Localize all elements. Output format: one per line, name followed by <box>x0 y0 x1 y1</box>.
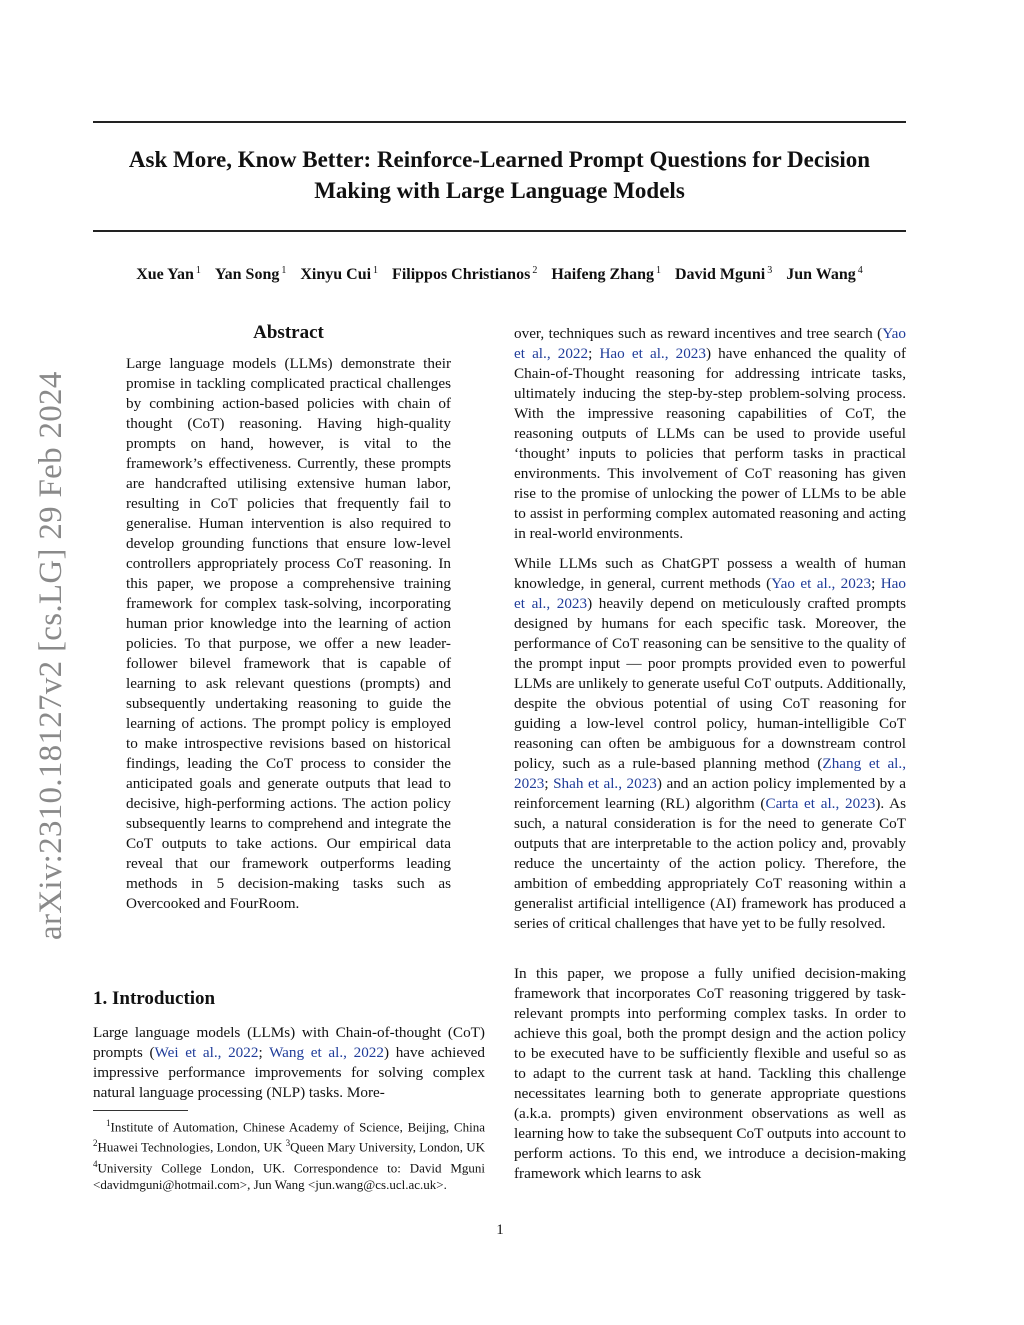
arxiv-identifier: arXiv:2310.18127v2 [cs.LG] 29 Feb 2024 <box>33 371 69 940</box>
citation-link[interactable]: Yao et al., 2022 <box>514 325 906 362</box>
author: David Mguni $^3$ <box>675 265 773 284</box>
page-number: 1 <box>496 1222 504 1238</box>
author: Jun Wang $^4$ <box>786 265 863 284</box>
paper-title: Ask More, Know Better: Reinforce-Learned Prompt Questions for Decision Making with Large Language Models <box>128 147 871 203</box>
author: Yan Song $^1$ <box>214 265 287 284</box>
abstract-text: Large language models (LLMs) demonstrate their promise in tackling complicated practical challenges by combining action-based policies with chain of thought (CoT) reasoning. Having high-quality prompts on hand, however, is vital to the framework’s effectiveness. Currently, these prompts are handcrafted utilising extensive human labor, resulting in CoT policies that frequently fail to generalise. Human intervention is also required to develop grounding functions that ensure low-level controllers appropriately process CoT reasoning. In this paper, we propose a comprehensive training framework for complex task-solving, incorporating human prior knowledge into the learning of action policies. To that purpose, we offer a new leader-follower bilevel framework that is capable of learning to ask relevant questions (prompts) and subsequently undertaking reasoning to guide the learning of actions. The prompt policy is employed to make introspective revisions based on historical findings, leading the CoT process to consider the anticipated goals and generate outputs that lead to decisive, high-performing actions. The action policy subsequently learns to comprehend and integrate the CoT outputs to take actions. Our empirical data reveal that our framework outperforms leading methods in 5 decision-making tasks such as Overcooked and FourRoom. <box>126 355 451 912</box>
affiliations-footnote: $^1$Institute of Automation, Chinese Academy of Science, Beijing, China $^2$Huawei Technologies, London, UK $^3$Queen Mary University, London, UK $^4$University College London, UK. Correspondence to: David Mguni <davidmguni@hotmail.com>, Jun Wang <jun.wang@cs.ucl.ac.uk>. <box>93 1118 485 1192</box>
right-column-paragraph-2: While LLMs such as ChatGPT possess a wealth of human knowledge, in general, current methods (Yao et al., 2023; Hao et al., 2023) heavily depend on meticulously crafted prompts designed by humans for each specific task. Moreover, the performance of CoT reasoning can be sensitive to the quality of the prompt input — poor prompts provided even to powerful LLMs are unlikely to generate useful CoT outputs. Additionally, despite the obvious potential of using CoT reasoning for guiding a low-level control policy, human-intelligible CoT reasoning can often be ambiguous for a downstream control policy, such as a rule-based planning method (Zhang et al., 2023; Shah et al., 2023) and an action policy implemented by a reinforcement learning (RL) algorithm (Carta et al., 2023). As such, a natural consideration is for the need to generate CoT outputs that are interpretable to the action policy and, provably reduce the uncertainty of the action policy. Therefore, the ambition of embedding appropriately CoT reasoning within a generalist artificial intelligence (AI) framework has produced a series of critical challenges that have yet to be fully resolved. <box>514 555 907 932</box>
introduction-heading: 1. Introduction <box>93 988 216 1009</box>
citation-link[interactable]: Hao et al., 2023 <box>514 575 906 612</box>
citation-link[interactable]: Yao et al., 2023 <box>771 575 872 592</box>
author: Haifeng Zhang $^1$ <box>551 265 661 284</box>
intro-paragraph: Large language models (LLMs) with Chain-of-thought (CoT) prompts (Wei et al., 2022; Wang et al., 2022) have achieved impressive performance improvements for solving complex natural language processing (NLP) tasks. More- <box>93 1024 485 1101</box>
citation-link[interactable]: Hao et al., 2023 <box>599 345 706 362</box>
right-column-paragraph-1: over, techniques such as reward incentives and tree search (Yao et al., 2022; Hao et al., 2023) have enhanced the quality of Chain-of-Thought reasoning for addressing intricate tasks, ultimately inducing the step-by-step problem-solving process. With the impressive reasoning capabilities of CoT, the reasoning outputs of LLMs can be used to provide useful ‘thought’ inputs to policies that perform tasks in practical environments. This involvement of CoT reasoning has given rise to the promise of unlocking the power of LLMs to be able to assist in performing complex automated reasoning and acting in real-world environments. <box>514 325 907 542</box>
citation-link[interactable]: Carta et al., 2023 <box>765 795 876 812</box>
citation-link[interactable]: Shah et al., 2023 <box>553 775 657 792</box>
citation-link[interactable]: Wang et al., 2022 <box>269 1044 384 1061</box>
author: Xinyu Cui $^1$ <box>300 265 379 284</box>
author-list <box>93 265 906 284</box>
title-bottom-rule <box>93 230 906 232</box>
right-column-paragraph-3: In this paper, we propose a fully unified decision-making framework that incorporates CoT reasoning triggered by task-relevant prompts into performing complex tasks. In order to achieve this goal, both the prompt design and the action policy to be executed have to be sufficiently flexible and useful so as to adapt to the current task at hand. Tackling this challenge necessitates learning both to generate appropriate questions (a.k.a. prompts) given environment observations as well as learning how to take the subsequent CoT outputs into account to perform actions. To this end, we introduce a decision-making framework which learns to ask <box>514 965 906 1182</box>
footnote-rule <box>93 1110 188 1111</box>
abstract-heading: Abstract <box>253 322 324 343</box>
citation-link[interactable]: Wei et al., 2022 <box>154 1044 259 1061</box>
author: Xue Yan $^1$ <box>136 265 201 284</box>
citation-link[interactable]: Zhang et al., 2023 <box>514 755 906 792</box>
author: Filippos Christianos $^2$ <box>392 265 538 284</box>
top-rule <box>93 121 906 123</box>
